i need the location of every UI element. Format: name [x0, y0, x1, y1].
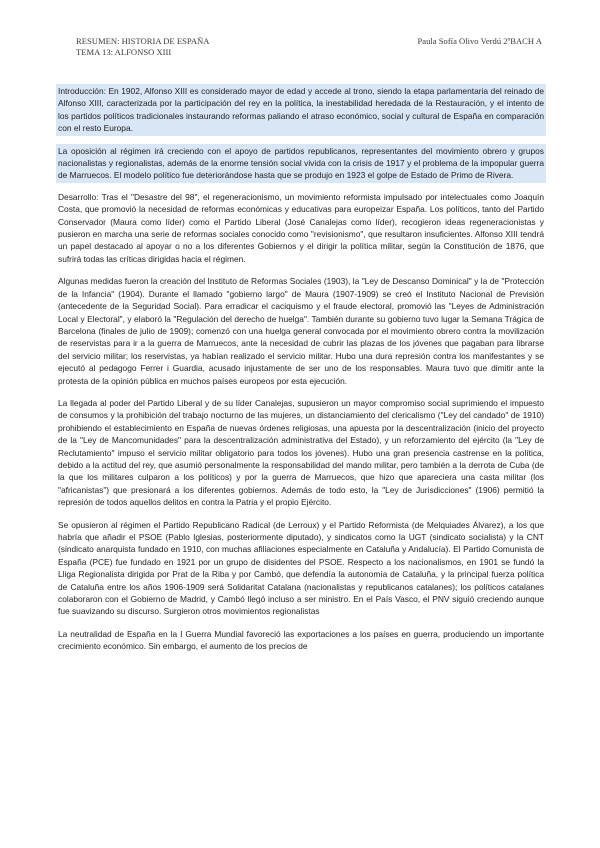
- header-title-block: [76, 36, 209, 58]
- paragraph-opposition: La oposición al régimen irá creciendo con el apoyo de partidos republicanos, representantes del movimiento obrero y grupos nacionalistas y regionalistas, además de la enorme tensión social vivida con la crisis de 1917 y el problema de la impopular guerra de Marruecos. El modelo político fue deteriorándose hasta que se produjo en 1923 el golpe de Estado de Primo de Rivera.: [56, 144, 546, 183]
- document-body: [58, 84, 544, 663]
- paragraph-opposition-parties: Se opusieron al régimen el Partido Republicano Radical (de Lerroux) y el Partido Reformista (de Melquiades Álvarez), a los que habría que añadir el PSOE (Pablo Iglesias, posteriormente diputado), y sindicatos como la UGT (sindicato socialista) y la CNT (sindicato anarquista fundado en 1910, con muchas afiliaciones especialmente en Cataluña y Andalucía). El Partido Comunista de España (PCE) fue fundado en 1921 por un grupo de disidentes del PSOE. Respecto a los nacionalismos, en 1901 se fundó la Lliga Regionalista dirigida por Prat de la Riba y por Cambó, que defendía la autonomía de Cataluña, y la principal fuerza política de Cataluña entre los años 1906-1909 será Solidaritat Catalana (nacionalistas y republicanos catalanes); los políticos catalanes colaboraron con el Gobierno de Madrid, y Cambó llegó incluso a ser ministro. En el País Vasco, el PNV siguió creciendo aunque fue suavizando su discurso. Surgieron otros movimientos regionalistas: [58, 519, 544, 617]
- header-topic-title: TEMA 13: ALFONSO XIII: [76, 47, 172, 57]
- paragraph-development: Desarrollo: Tras el "Desastre del 98", el regeneracionismo, un movimiento reformista impulsado por intelectuales como Joaquín Costa, que promovió la necesidad de reformas económicas y educativas para europeizar España. Los políticos, tanto del Partido Conservador (Maura como líder) como el Partido Liberal (José Canalejas como líder), recogieron ideas regeneracionistas y pusieron en marcha una serie de reformas sociales conocido como "revisionismo", que resultaron insuficientes. Alfonso XIII tendrá un papel destacado al apoyar o no a los diferentes Gobiernos y el dirigir la política militar, según la Constitución de 1876, que sufrirá todas las críticas dirigidas hacia el régimen.: [58, 191, 544, 264]
- paragraph-neutrality: La neutralidad de España en la I Guerra Mundial favoreció las exportaciones a los países en guerra, produciendo un importante crecimiento económico. Sin embargo, el aumento de los precios de: [58, 628, 544, 652]
- header-author: Paula Sofía Olivo Verdú 2ºBACH A: [417, 36, 542, 46]
- header-course-title: RESUMEN: HISTORIA DE ESPAÑA: [76, 36, 210, 46]
- paragraph-reforms: Algunas medidas fueron la creación del Instituto de Reformas Sociales (1903), la "Ley de Descanso Dominical" y la de "Protección de la Infancia" (1904). Durante el llamado "gobierno largo" de Maura (1907-1909) se creó el Instituto Nacional de Previsión (antecedente de la Seguridad Social). Para erradicar el caciquismo y el fraude electoral, promovió las "Leyes de Administración Local y Electoral", y elaboró la "Regulación del derecho de huelga". También durante su gobierno tuvo lugar la Semana Trágica de Barcelona (finales de julio de 1909); comenzó con una huelga general convocada por el movimiento obrero contra la movilización de reservistas para ir a la guerra de Marruecos, ante la necesidad de cubrir las plazas de los jóvenes que pagaban para librarse del servicio militar; los reservistas, ya habían realizado el servicio militar. Hubo una dura represión contra los manifestantes y se ejecutó al pedagogo Ferrer i Guardia, acusado injustamente de ser uno de los responsables. Maura tuvo que dimitir ante la protesta de la opinión pública en muchos países europeos por esta ejecución.: [58, 276, 544, 386]
- paragraph-liberal-party: La llegada al poder del Partido Liberal y de su líder Canalejas, supusieron un mayor compromiso social suprimiendo el impuesto de consumos y la prohibición del trabajo nocturno de las mujeres, un distanciamiento del clericalismo ("Ley del candado" de 1910) prohibiendo el establecimiento en España de nuevas órdenes religiosas, una apuesta por la descentralización (inicio del proyecto de la "Ley de Mancomunidades" para la descentralización administrativa del Estado), y un reforzamiento del ejército (la "Ley de Reclutamiento" impuso el servicio militar obligatorio para todos los jóvenes). Hubo una gran presencia castrense en la política, debido a la actitud del rey, que asumió personalmente la responsabilidad del mando militar, pero también a la derrota de Cuba (de la que los militares culparon a los políticos) y por la guerra de Marruecos, que hizo que apareciera una casta militar (los "africanistas") que presionará a los diferentes gobiernos. Además de todo esto, la "Ley de Jurisdicciones" (1906) permitió la represión de todos aquellos delitos en contra la Patria y el propio Ejército.: [58, 397, 544, 508]
- paragraph-introduction: Introducción: En 1902, Alfonso XIII es considerado mayor de edad y accede al trono, siendo la etapa parlamentaria del reinado de Alfonso XIII, caracterizada por la participación del rey en la política, la inestabilidad heredada de la Restauración, y el intento de los partidos políticos tradicionales instaurando reformas paliando el atraso económico, social y cultural de España en comparación con el resto Europa.: [56, 84, 546, 136]
